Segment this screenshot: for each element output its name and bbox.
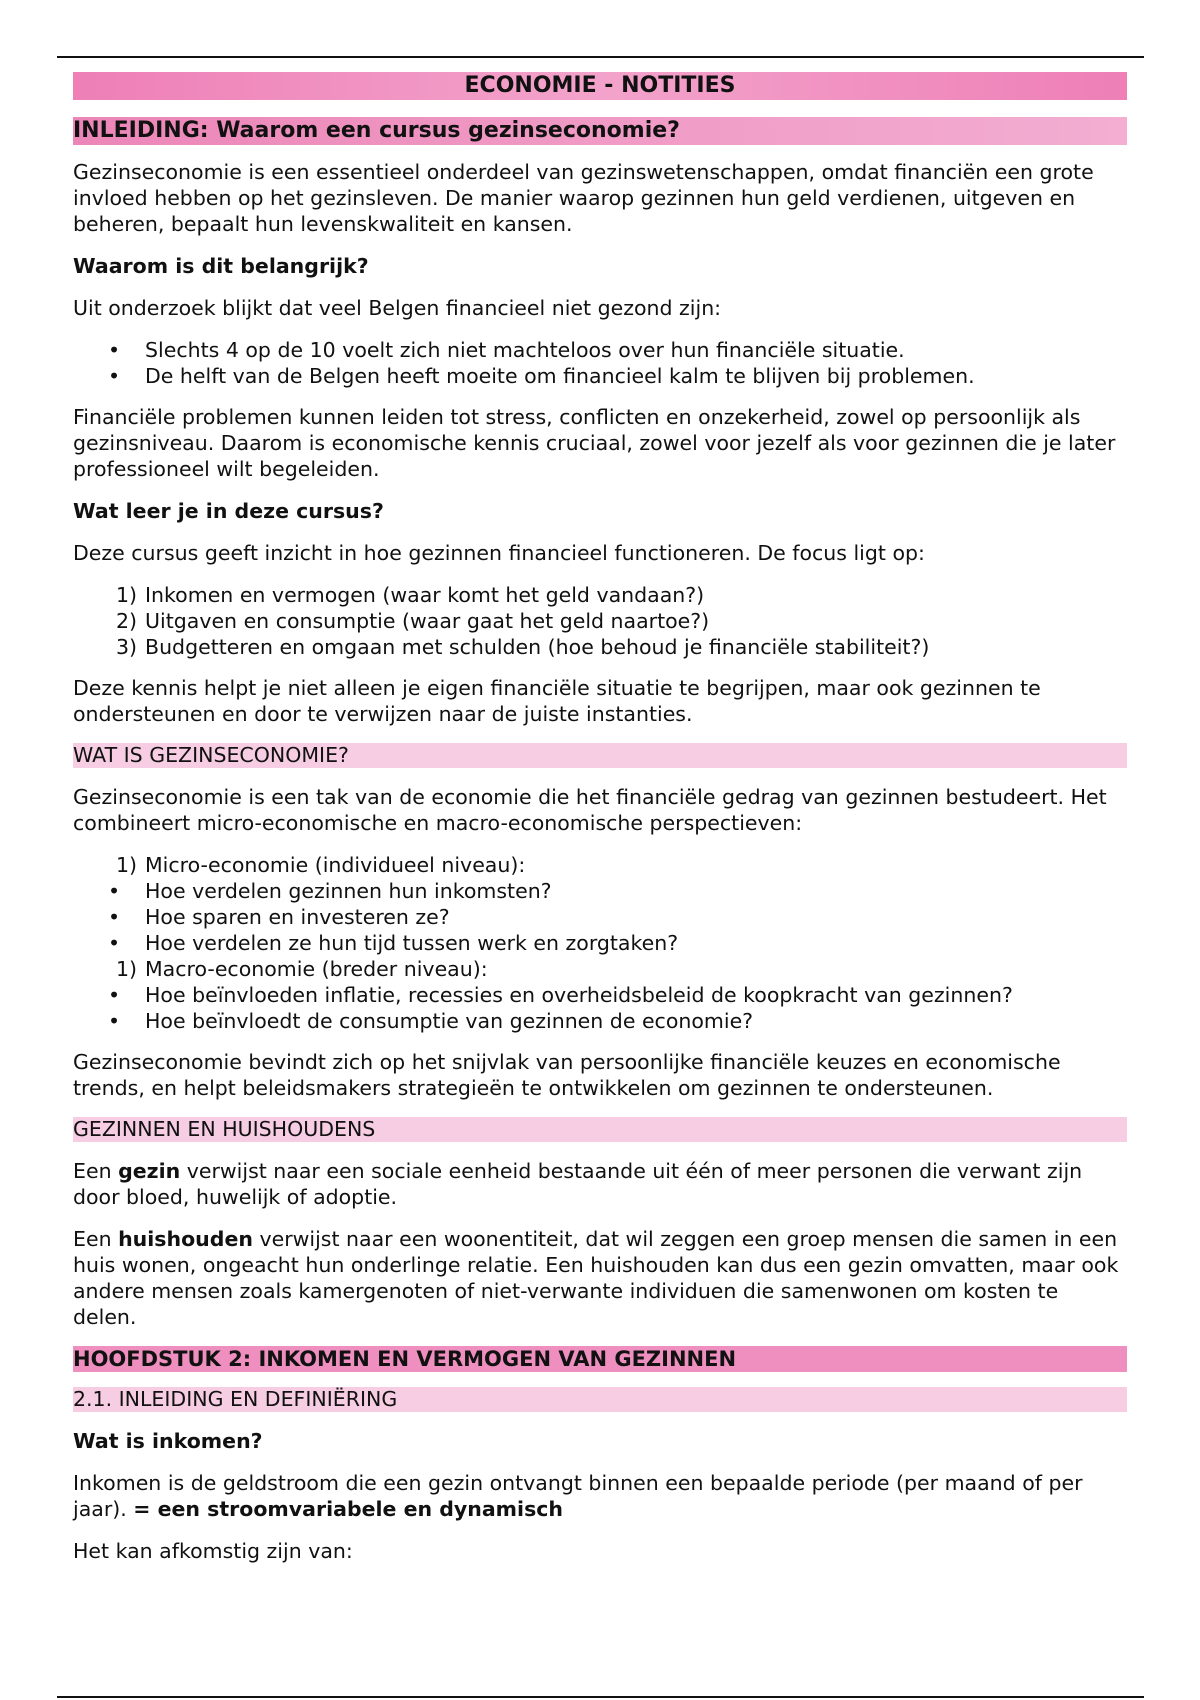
wat-is-paragraph-2: Gezinseconomie bevindt zich op het snijvlak van persoonlijke financiële keuzes en economische trends, en helpt beleidsmakers strategieën te ontwikkelen om gezinnen te ondersteunen.	[73, 1050, 1061, 1100]
intro-heading: INLEIDING: Waarom een cursus gezinseconomie?	[73, 117, 1127, 145]
inkomen-definition: Inkomen is de geldstroom die een gezin ontvangt binnen een bepaalde periode (per maand of per jaar). = een stroomvariabele en dynamisch	[73, 1471, 1083, 1521]
chapter-2-heading: HOOFDSTUK 2: INKOMEN EN VERMOGEN VAN GEZINNEN	[73, 1346, 1127, 1372]
list-item: 1) Macro-economie (breder niveau):	[115, 957, 488, 981]
gezinnen-heading: GEZINNEN EN HUISHOUDENS	[73, 1117, 1127, 1142]
intro-numbered-list	[73, 582, 1127, 660]
list-item: • Hoe beïnvloedt de consumptie van gezinnen de economie?	[108, 1009, 754, 1033]
bottom-rule	[57, 1696, 1144, 1698]
gezin-definition: Een gezin verwijst naar een sociale eenheid bestaande uit één of meer personen die verwant zijn door bloed, huwelijk of adoptie.	[73, 1159, 1083, 1209]
list-item: • Hoe sparen en investeren ze?	[108, 905, 450, 929]
document-title: ECONOMIE - NOTITIES	[73, 72, 1127, 100]
top-rule	[57, 56, 1144, 58]
section-2-1-heading: 2.1. INLEIDING EN DEFINIËRING	[73, 1387, 1127, 1412]
list-item: • De helft van de Belgen heeft moeite om financieel kalm te blijven bij problemen.	[108, 364, 975, 388]
bullet-icon: •	[108, 931, 121, 955]
intro-paragraph-1: Gezinseconomie is een essentieel onderdeel van gezinswetenschappen, omdat financiën een grote invloed hebben op het gezinsleven. De manier waarop gezinnen hun geld verdienen, uitgeven en beheren, bepaalt hun levenskwaliteit en kansen.	[73, 160, 1094, 236]
list-item: • Hoe verdelen ze hun tijd tussen werk en zorgtaken?	[108, 931, 679, 955]
wat-is-paragraph-1: Gezinseconomie is een tak van de economie die het financiële gedrag van gezinnen bestudeert. Het combineert micro-economische en macro-economische perspectieven:	[73, 785, 1107, 835]
wat-is-list	[73, 852, 1127, 1034]
bullet-icon: •	[108, 905, 121, 929]
intro-bullet-list	[73, 337, 1127, 389]
wat-is-heading: WAT IS GEZINSECONOMIE?	[73, 743, 1127, 768]
huishouden-definition: Een huishouden verwijst naar een woonentiteit, dat wil zeggen een groep mensen die samen in een huis wonen, ongeacht hun onderlinge relatie. Een huishouden kan dus een gezin omvatten, maar ook andere mensen zoals kamergenoten of niet-verwante individuen die samenwonen om kosten te delen.	[73, 1227, 1119, 1329]
list-item: 1) Micro-economie (individueel niveau):	[115, 853, 526, 877]
intro-paragraph-2: Uit onderzoek blijkt dat veel Belgen financieel niet gezond zijn:	[73, 296, 722, 320]
intro-subheading-2: Wat leer je in deze cursus?	[73, 499, 384, 523]
chapter-2-paragraph-2: Het kan afkomstig zijn van:	[73, 1539, 353, 1563]
bullet-icon: •	[108, 879, 121, 903]
bullet-icon: •	[108, 338, 121, 362]
list-item: 1) Inkomen en vermogen (waar komt het geld vandaan?)	[115, 583, 705, 607]
intro-subheading-1: Waarom is dit belangrijk?	[73, 254, 369, 278]
bullet-icon: •	[108, 983, 121, 1007]
list-item: • Hoe verdelen gezinnen hun inkomsten?	[108, 879, 552, 903]
intro-paragraph-5: Deze kennis helpt je niet alleen je eigen financiële situatie te begrijpen, maar ook gezinnen te ondersteunen en door te verwijzen naar de juiste instanties.	[73, 676, 1041, 726]
list-item: 3) Budgetteren en omgaan met schulden (hoe behoud je financiële stabiliteit?)	[115, 635, 930, 659]
intro-paragraph-3: Financiële problemen kunnen leiden tot stress, conflicten en onzekerheid, zowel op persoonlijk als gezinsniveau. Daarom is economische kennis cruciaal, zowel voor jezelf als voor gezinnen die je later professioneel wilt begeleiden.	[73, 405, 1116, 481]
list-item: • Slechts 4 op de 10 voelt zich niet machteloos over hun financiële situatie.	[108, 338, 905, 362]
document-page	[73, 72, 1127, 1580]
bullet-icon: •	[108, 1009, 121, 1033]
list-item: • Hoe beïnvloeden inflatie, recessies en overheidsbeleid de koopkracht van gezinnen?	[108, 983, 1013, 1007]
chapter-2-subheading: Wat is inkomen?	[73, 1429, 263, 1453]
list-item: 2) Uitgaven en consumptie (waar gaat het geld naartoe?)	[115, 609, 710, 633]
intro-paragraph-4: Deze cursus geeft inzicht in hoe gezinnen financieel functioneren. De focus ligt op:	[73, 541, 925, 565]
bullet-icon: •	[108, 364, 121, 388]
